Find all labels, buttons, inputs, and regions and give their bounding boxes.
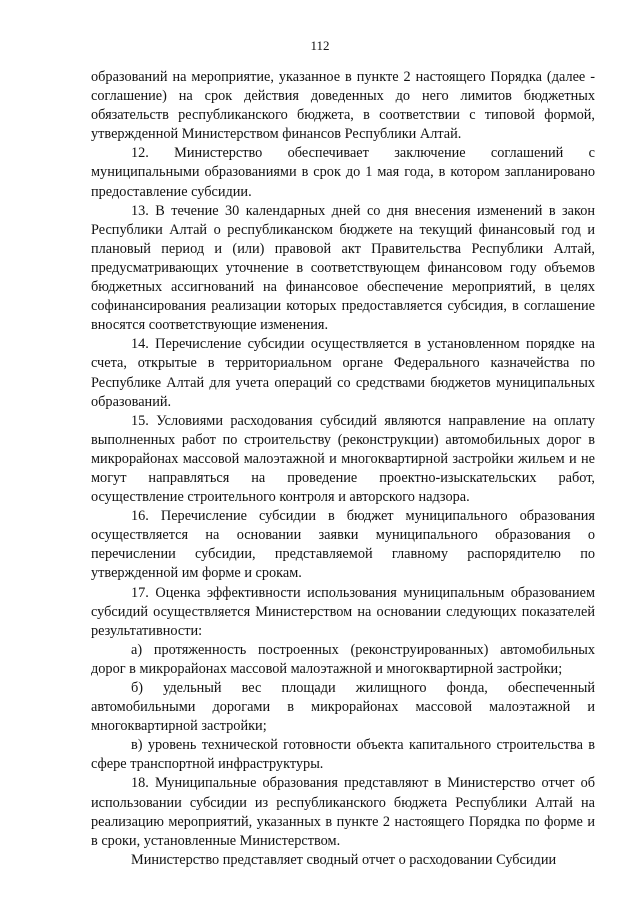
paragraph-18: 18. Муниципальные образования представляют в Министерство отчет об использовании субсидии из республиканского бюджета Республики Алтай на реализацию мероприятий, указанных в пункте 2 настоящего Порядка по форме и в сроки, установленные Министерством. bbox=[91, 775, 595, 849]
document-body bbox=[91, 68, 595, 870]
page-number: 112 bbox=[310, 38, 330, 53]
paragraph-13: 13. В течение 30 календарных дней со дня внесения изменений в закон Республики Алтай о республиканском бюджете на текущий финансовый год и плановый период и (или) правовой акт Правительства Республики Алтай, предусматривающих уточнение в соответствующем финансовом году объемов бюджетных ассигнований на финансовое обеспечение мероприятий, в целях софинансирования реализации которых предоставляется субсидия, в соглашение вносятся соответствующие изменения. bbox=[91, 202, 595, 334]
paragraph-17: 17. Оценка эффективности использования муниципальным образованием субсидий осуществляется Министерством на основании следующих показателей результативности: bbox=[91, 584, 595, 639]
paragraph-17a: а) протяженность построенных (реконструированных) автомобильных дорог в микрорайонах массовой малоэтажной и многоквартирной застройки; bbox=[91, 641, 595, 677]
paragraph-17c: в) уровень технической готовности объекта капитального строительства в сфере транспортной инфраструктуры. bbox=[91, 737, 595, 773]
paragraph-17b: б) удельный вес площади жилищного фонда, обеспеченный автомобильными дорогами в микрорайонах массовой малоэтажной и многоквартирной застройки; bbox=[91, 680, 595, 735]
paragraph-continuation: образований на мероприятие, указанное в пункте 2 настоящего Порядка (далее - соглашение) на срок действия доведенных до него лимитов бюджетных обязательств республиканского бюджета, в соответствии с типовой формой, утвержденной Министерством финансов Республики Алтай. bbox=[91, 69, 595, 143]
paragraph-final: Министерство представляет сводный отчет о расходовании Субсидии bbox=[131, 851, 557, 868]
paragraph-12: 12. Министерство обеспечивает заключение соглашений с муниципальными образованиями в срок до 1 мая года, в котором запланировано предоставление субсидии. bbox=[91, 145, 595, 200]
paragraph-14: 14. Перечисление субсидии осуществляется в установленном порядке на счета, открытые в территориальном органе Федерального казначейства по Республике Алтай для учета операций со средствами бюджетов муниципальных образований. bbox=[91, 336, 595, 410]
paragraph-16: 16. Перечисление субсидии в бюджет муниципального образования осуществляется на основании заявки муниципального образования о перечислении субсидии, представляемой главному распорядителю по утвержденной им форме и срокам. bbox=[91, 508, 595, 582]
paragraph-15: 15. Условиями расходования субсидий являются направление на оплату выполненных работ по строительству (реконструкции) автомобильных дорог в микрорайонах массовой малоэтажной и многоквартирной застройки жильем и не могут направляться на проведение проектно-изыскательских работ, осуществление строительного контроля и авторского надзора. bbox=[91, 412, 595, 506]
